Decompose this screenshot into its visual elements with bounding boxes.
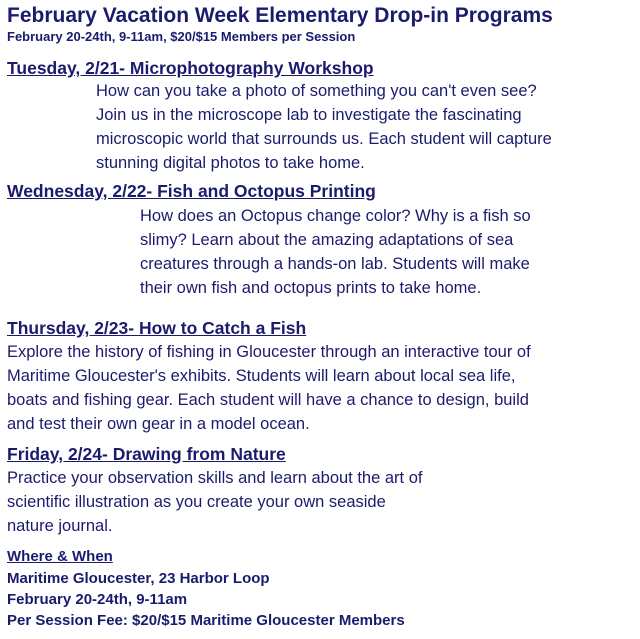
- program-description: [7, 340, 531, 436]
- program-heading: Wednesday, 2/22- Fish and Octopus Printing: [7, 181, 376, 201]
- description-line: creatures through a hands-on lab. Students will make: [140, 255, 530, 273]
- dates-text: February 20-24th, 9-11am: [7, 591, 188, 608]
- program-description: [140, 204, 531, 300]
- description-line: Maritime Gloucester's exhibits. Students will learn about local sea life,: [7, 367, 516, 385]
- page-title: February Vacation Week Elementary Drop-in Programs: [7, 4, 553, 27]
- program-heading: Thursday, 2/23- How to Catch a Fish: [7, 318, 307, 338]
- description-line: microscopic world that surrounds us. Each student will capture: [96, 130, 552, 148]
- description-line: Practice your observation skills and learn about the art of: [7, 469, 423, 487]
- page-subtitle: February 20-24th, 9-11am, $20/$15 Members per Session: [7, 29, 356, 44]
- program-heading: Friday, 2/24- Drawing from Nature: [7, 444, 286, 464]
- where-when-details: [7, 568, 405, 631]
- program-heading: Tuesday, 2/21- Microphotography Workshop: [7, 58, 374, 78]
- description-line: their own fish and octopus prints to take home.: [140, 279, 482, 297]
- description-line: stunning digital photos to take home.: [96, 154, 365, 172]
- description-line: nature journal.: [7, 517, 113, 535]
- description-line: scientific illustration as you create your own seaside: [7, 493, 386, 511]
- program-description: [96, 79, 552, 175]
- description-line: How can you take a photo of something you can't even see?: [96, 82, 537, 100]
- description-line: Explore the history of fishing in Gloucester through an interactive tour of: [7, 343, 531, 361]
- where-when-heading: Where & When: [7, 548, 113, 565]
- description-line: and test their own gear in a model ocean.: [7, 415, 310, 433]
- description-line: boats and fishing gear. Each student will have a chance to design, build: [7, 391, 529, 409]
- location-text: Maritime Gloucester, 23 Harbor Loop: [7, 570, 270, 587]
- description-line: slimy? Learn about the amazing adaptations of sea: [140, 231, 514, 249]
- description-line: Join us in the microscope lab to investigate the fascinating: [96, 106, 522, 124]
- fee-text: Per Session Fee: $20/$15 Maritime Gloucester Members: [7, 612, 405, 629]
- description-line: How does an Octopus change color? Why is a fish so: [140, 207, 531, 225]
- program-description: [7, 466, 422, 538]
